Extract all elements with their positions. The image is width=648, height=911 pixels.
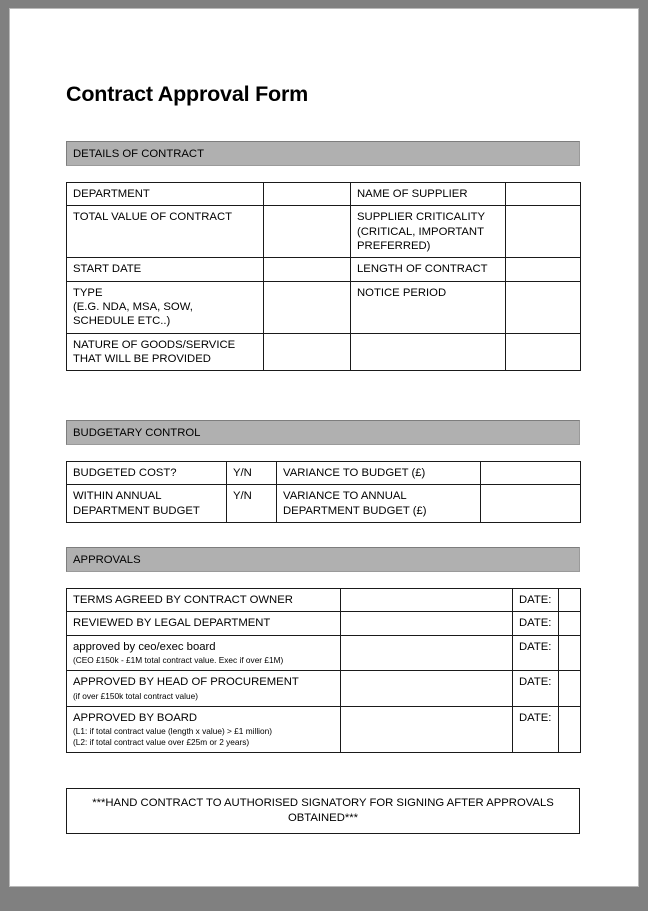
table-row — [67, 333, 581, 371]
table-row — [67, 612, 581, 635]
label-text-line2: THAT WILL BE PROVIDED — [73, 353, 211, 366]
label-text-line1: VARIANCE TO ANNUAL — [283, 490, 407, 503]
label-text: REVIEWED BY LEGAL DEPARTMENT — [73, 617, 271, 630]
table-row — [67, 206, 581, 258]
label-note-1: (L1: if total contract value (length x value) > £1 million) — [73, 726, 272, 737]
cell-approval-legal-review-date-label: DATE: — [513, 612, 559, 635]
cell-within-annual-budget-label — [67, 485, 227, 523]
section-header-details-label: DETAILS OF CONTRACT — [73, 147, 204, 160]
table-row — [67, 258, 581, 281]
cell-supplier-criticality-label — [351, 206, 506, 258]
cell-type-label — [67, 281, 264, 333]
cell-nature-extra-value[interactable] — [506, 333, 581, 371]
label-text: DEPARTMENT — [73, 188, 150, 200]
cell-variance-to-budget-value[interactable] — [481, 462, 581, 485]
label-text-line3: PREFERRED) — [357, 240, 431, 253]
budgetary-control-table — [66, 461, 581, 523]
cell-approval-terms-agreed-date-value[interactable] — [559, 589, 581, 612]
cell-approval-legal-review-date-value[interactable] — [559, 612, 581, 635]
label-text: APPROVED BY HEAD OF PROCUREMENT — [73, 676, 299, 689]
section-header-budgetary — [66, 420, 580, 445]
table-row — [67, 706, 581, 753]
cell-budgeted-cost-yn[interactable]: Y/N — [227, 462, 277, 485]
cell-nature-of-goods-label — [67, 333, 264, 371]
label-text: BUDGETED COST? — [73, 467, 177, 479]
cell-approval-board-date-label: DATE: — [513, 706, 559, 753]
cell-approval-head-procurement-signature[interactable] — [341, 671, 513, 707]
label-text-line2: DEPARTMENT BUDGET (£) — [283, 504, 427, 517]
label-text: TOTAL VALUE OF CONTRACT — [73, 211, 233, 224]
label-text-line2: DEPARTMENT BUDGET — [73, 504, 200, 517]
label-text-line3: SCHEDULE ETC..) — [73, 315, 171, 328]
label-text: approved by ceo/exec board — [73, 640, 216, 653]
cell-approval-terms-agreed-label — [67, 589, 341, 612]
cell-approval-legal-review-signature[interactable] — [341, 612, 513, 635]
table-row — [67, 462, 581, 485]
cell-length-of-contract-value[interactable] — [506, 258, 581, 281]
section-header-approvals-label: APPROVALS — [73, 553, 141, 566]
cell-length-of-contract-label — [351, 258, 506, 281]
cell-total-value-label — [67, 206, 264, 258]
cell-nature-of-goods-value[interactable] — [264, 333, 351, 371]
cell-name-of-supplier-value[interactable] — [506, 183, 581, 206]
label-text-line1: NATURE OF GOODS/SERVICE — [73, 338, 236, 351]
label-text-line2: (CRITICAL, IMPORTANT — [357, 225, 484, 238]
cell-variance-to-budget-label — [277, 462, 481, 485]
section-header-budgetary-label: BUDGETARY CONTROL — [73, 426, 201, 439]
label-text: START DATE — [73, 263, 142, 276]
cell-type-value[interactable] — [264, 281, 351, 333]
table-row — [67, 183, 581, 206]
table-row — [67, 485, 581, 523]
label-text: VARIANCE TO BUDGET (£) — [283, 467, 426, 479]
table-row — [67, 281, 581, 333]
cell-approval-ceo-exec-label — [67, 635, 341, 671]
cell-approval-head-procurement-date-label: DATE: — [513, 671, 559, 707]
cell-notice-period-label — [351, 281, 506, 333]
cell-approval-ceo-exec-date-label: DATE: — [513, 635, 559, 671]
cell-department-value[interactable] — [264, 183, 351, 206]
cell-within-annual-budget-yn[interactable]: Y/N — [227, 485, 277, 523]
label-note-2: (L2: if total contract value over £25m or 2 years) — [73, 737, 250, 748]
cell-approval-board-signature[interactable] — [341, 706, 513, 753]
cell-name-of-supplier-label — [351, 183, 506, 206]
cell-total-value-value[interactable] — [264, 206, 351, 258]
table-row — [67, 635, 581, 671]
page-content — [10, 9, 638, 886]
cell-start-date-label — [67, 258, 264, 281]
table-row — [67, 589, 581, 612]
label-text-line1: SUPPLIER CRITICALITY — [357, 211, 486, 224]
cell-approval-ceo-exec-signature[interactable] — [341, 635, 513, 671]
label-text: NAME OF SUPPLIER — [357, 188, 468, 200]
cell-approval-terms-agreed-date-label: DATE: — [513, 589, 559, 612]
label-text: TERMS AGREED BY CONTRACT OWNER — [73, 594, 293, 606]
label-note-1: (CEO £150k - £1M total contract value. Exec if over £1M) — [73, 655, 284, 666]
cell-approval-legal-review-label — [67, 612, 341, 635]
cell-approval-head-procurement-label — [67, 671, 341, 707]
details-of-contract-table — [66, 182, 581, 371]
page-title: Contract Approval Form — [66, 82, 309, 106]
cell-approval-head-procurement-date-value[interactable] — [559, 671, 581, 707]
label-text-line1: WITHIN ANNUAL — [73, 490, 162, 503]
label-note-1: (if over £150k total contract value) — [73, 690, 198, 701]
cell-approval-terms-agreed-signature[interactable] — [341, 589, 513, 612]
section-header-approvals — [66, 547, 580, 572]
cell-nature-extra-label[interactable] — [351, 333, 506, 371]
cell-variance-annual-dept-value[interactable] — [481, 485, 581, 523]
label-text: LENGTH OF CONTRACT — [357, 263, 488, 276]
table-row — [67, 671, 581, 707]
cell-approval-board-date-value[interactable] — [559, 706, 581, 753]
label-text: NOTICE PERIOD — [357, 286, 447, 299]
footer-instruction-box — [66, 788, 580, 834]
footer-instruction-line2: OBTAINED*** — [287, 811, 359, 824]
cell-approval-board-label — [67, 706, 341, 753]
cell-department-label — [67, 183, 264, 206]
label-text-line2: (E.G. NDA, MSA, SOW, — [73, 301, 193, 314]
cell-budgeted-cost-label — [67, 462, 227, 485]
section-header-details — [66, 141, 580, 166]
cell-notice-period-value[interactable] — [506, 281, 581, 333]
cell-approval-ceo-exec-date-value[interactable] — [559, 635, 581, 671]
label-text: APPROVED BY BOARD — [73, 711, 198, 724]
label-text-line1: TYPE — [73, 286, 103, 299]
footer-instruction-line1: ***HAND CONTRACT TO AUTHORISED SIGNATORY FOR SIGNING AFTER APPROVALS — [92, 797, 554, 809]
approvals-table — [66, 588, 581, 753]
cell-supplier-criticality-value[interactable] — [506, 206, 581, 258]
document-page — [10, 9, 638, 886]
cell-start-date-value[interactable] — [264, 258, 351, 281]
cell-variance-annual-dept-label — [277, 485, 481, 523]
